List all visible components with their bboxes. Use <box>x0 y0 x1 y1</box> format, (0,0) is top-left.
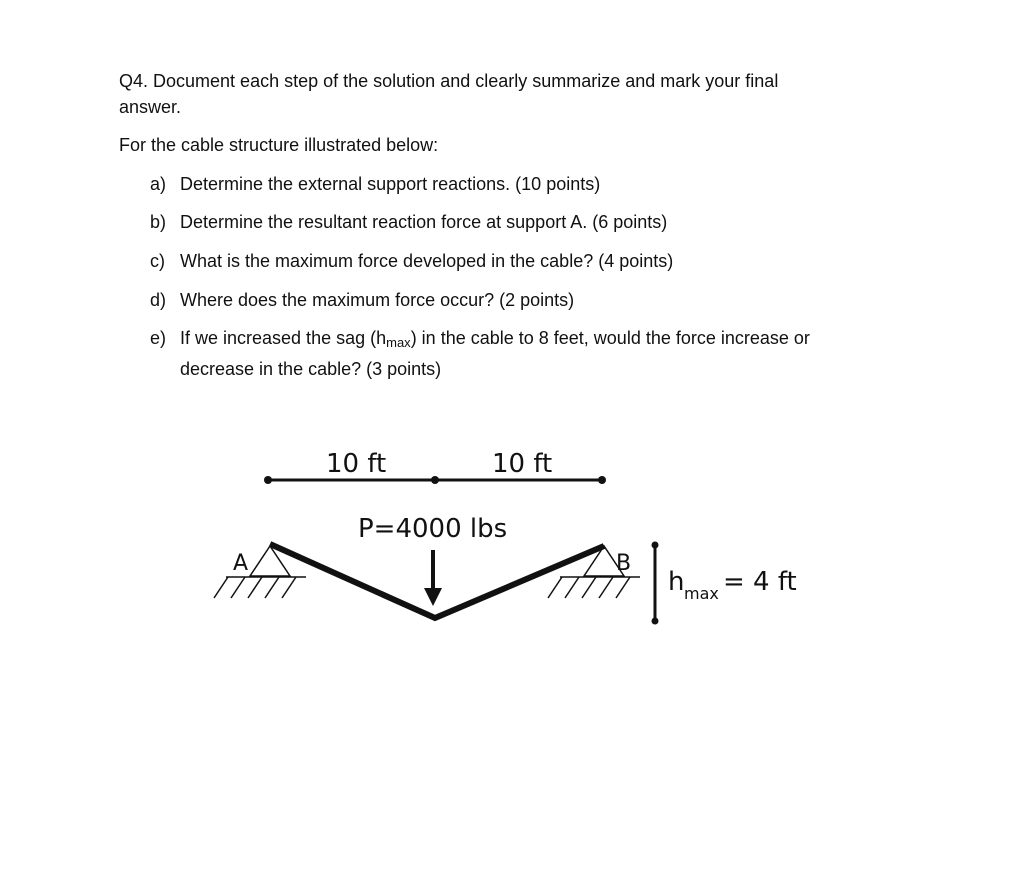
dimension-tick-middle <box>431 476 439 484</box>
item-label: d) <box>150 290 167 310</box>
item-label: c) <box>150 251 165 271</box>
item-label: e) <box>150 328 167 348</box>
item-text-part1: If we increased the sag (h <box>180 328 387 348</box>
item-label: b) <box>150 212 167 232</box>
item-text-continuation: decrease in the cable? (3 points) <box>180 359 442 379</box>
sag-value: = 4 ft <box>723 567 797 597</box>
load-label: P=4000 lbs <box>358 514 508 544</box>
dimension-tick-left <box>264 476 272 484</box>
sag-label-h: h <box>668 567 685 597</box>
item-text: What is the maximum force developed in the cable? (4 points) <box>180 251 674 271</box>
item-text-part2: ) in the cable to 8 feet, would the force increase or <box>410 328 810 348</box>
sag-dimension-tick-top <box>652 542 659 549</box>
support-a-label: A <box>233 551 249 576</box>
question-line-1: Q4. Document each step of the solution and clearly summarize and mark your final <box>119 71 779 91</box>
sag-dimension-tick-bottom <box>652 618 659 625</box>
load-arrow-head <box>424 588 442 606</box>
item-label: a) <box>150 174 167 194</box>
support-b-label: B <box>616 551 632 576</box>
span-left-label: 10 ft <box>326 449 387 479</box>
dimension-tick-right <box>598 476 606 484</box>
question-intro: For the cable structure illustrated below: <box>119 135 439 155</box>
span-right-label: 10 ft <box>492 449 553 479</box>
support-b-hatch <box>548 577 630 598</box>
sag-label-subscript: max <box>684 584 719 603</box>
support-a-hatch <box>214 577 296 598</box>
question-line-2: answer. <box>119 97 182 117</box>
item-text-subscript: max <box>386 335 411 350</box>
cable <box>270 544 604 618</box>
item-text: Where does the maximum force occur? (2 points) <box>180 290 575 310</box>
item-text: Determine the external support reactions. (10 points) <box>180 174 601 194</box>
item-text: Determine the resultant reaction force at support A. (6 points) <box>180 212 668 232</box>
